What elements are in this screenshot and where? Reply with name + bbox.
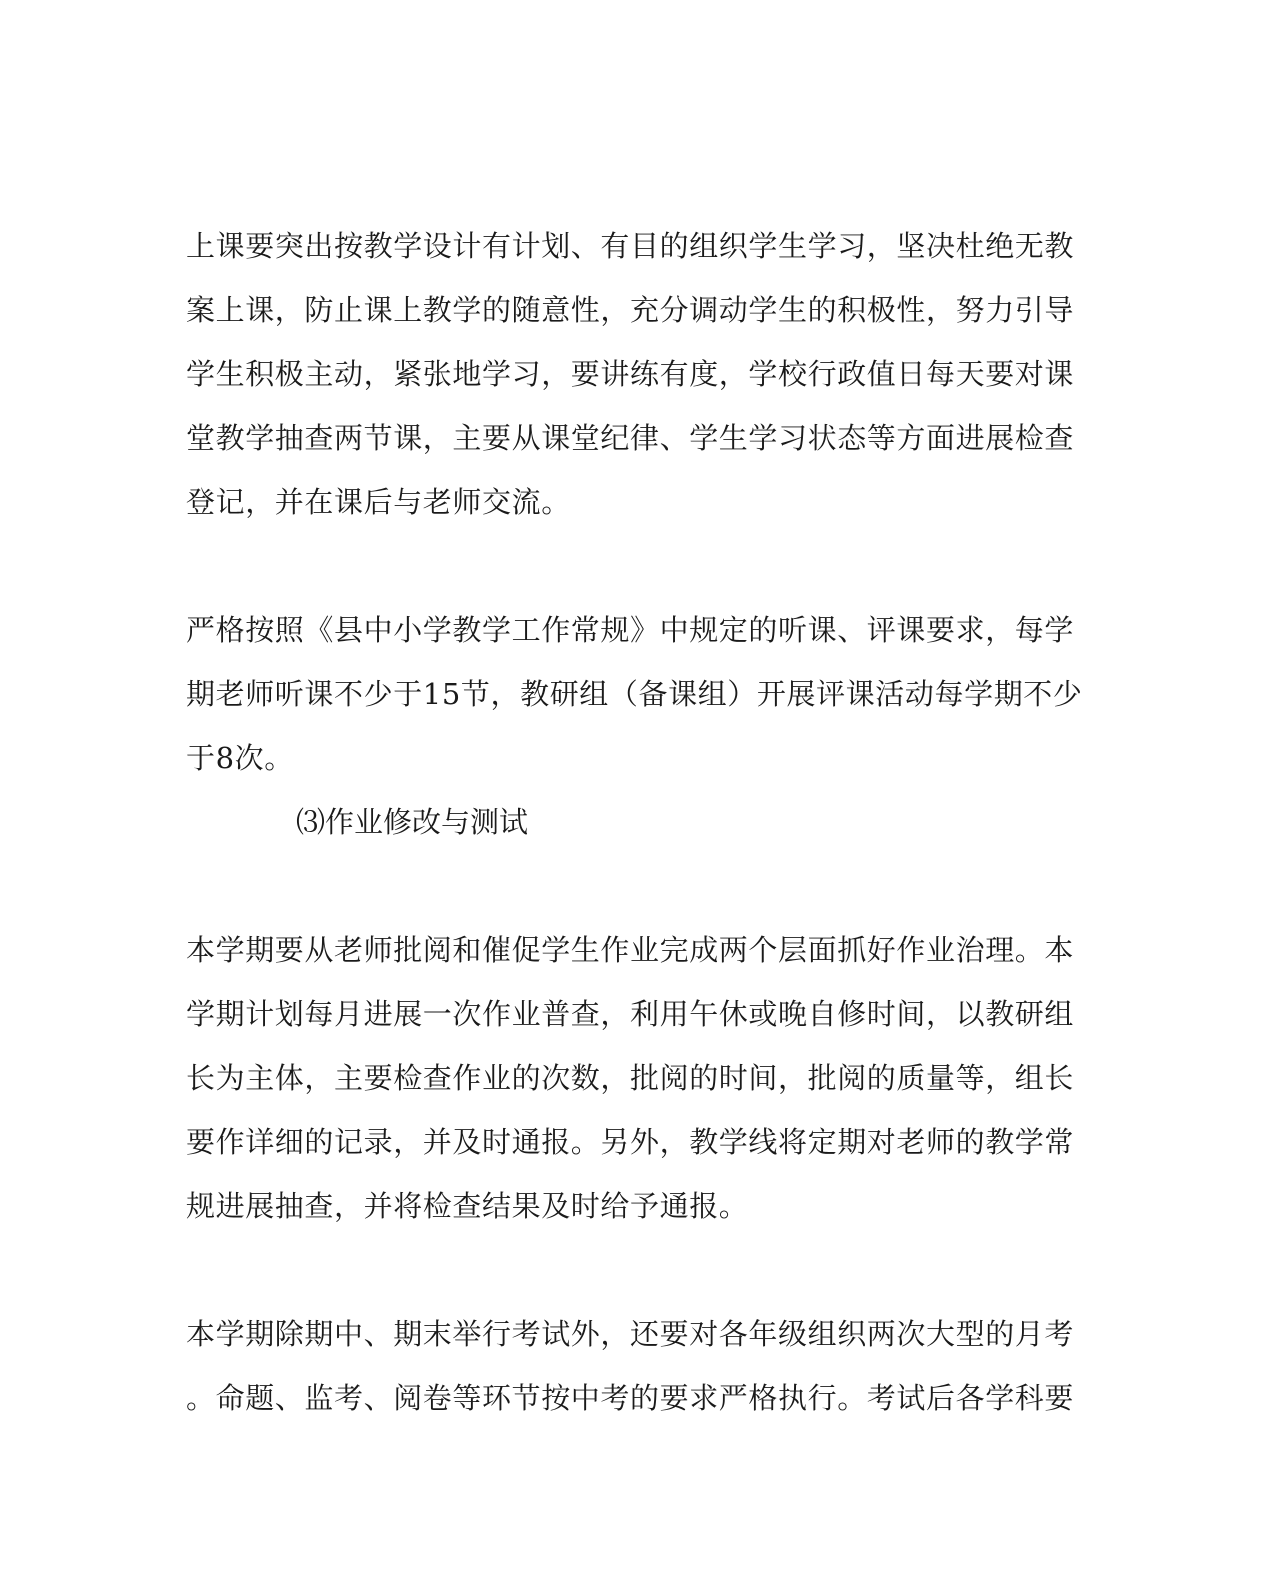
text-line: 学期计划每月进展一次作业普查，利用午休或晚自修时间，以教研组 [186, 997, 1075, 1031]
text-line: 长为主体，主要检查作业的次数，批阅的时间，批阅的质量等，组长 [186, 1061, 1075, 1095]
text-line: 。命题、监考、阅卷等环节按中考的要求严格执行。考试后各学科要 [186, 1381, 1075, 1415]
text-line: 案上课，防止课上教学的随意性，充分调动学生的积极性，努力引导 [186, 293, 1075, 327]
text-line: 上课要突出按教学设计有计划、有目的组织学生学习，坚决杜绝无教 [186, 229, 1075, 263]
text-line: 本学期要从老师批阅和催促学生作业完成两个层面抓好作业治理。本 [186, 933, 1075, 967]
section-heading: ⑶作业修改与测试 [296, 805, 529, 839]
text-line: 本学期除期中、期末举行考试外，还要对各年级组织两次大型的月考 [186, 1317, 1075, 1351]
text-line: 登记，并在课后与老师交流。 [186, 485, 571, 519]
text-line: 规进展抽查，并将检查结果及时给予通报。 [186, 1189, 749, 1223]
text-line: 于8次。 [186, 741, 294, 775]
text-line: 要作详细的记录，并及时通报。另外，教学线将定期对老师的教学常 [186, 1125, 1075, 1159]
text-line: 堂教学抽查两节课，主要从课堂纪律、学生学习状态等方面进展检查 [186, 421, 1075, 455]
text-line: 期老师听课不少于15节，教研组（备课组）开展评课活动每学期不少 [186, 677, 1083, 711]
text-line: 学生积极主动，紧张地学习，要讲练有度，学校行政值日每天要对课 [186, 357, 1075, 391]
text-line: 严格按照《县中小学教学工作常规》中规定的听课、评课要求，每学 [186, 613, 1075, 647]
